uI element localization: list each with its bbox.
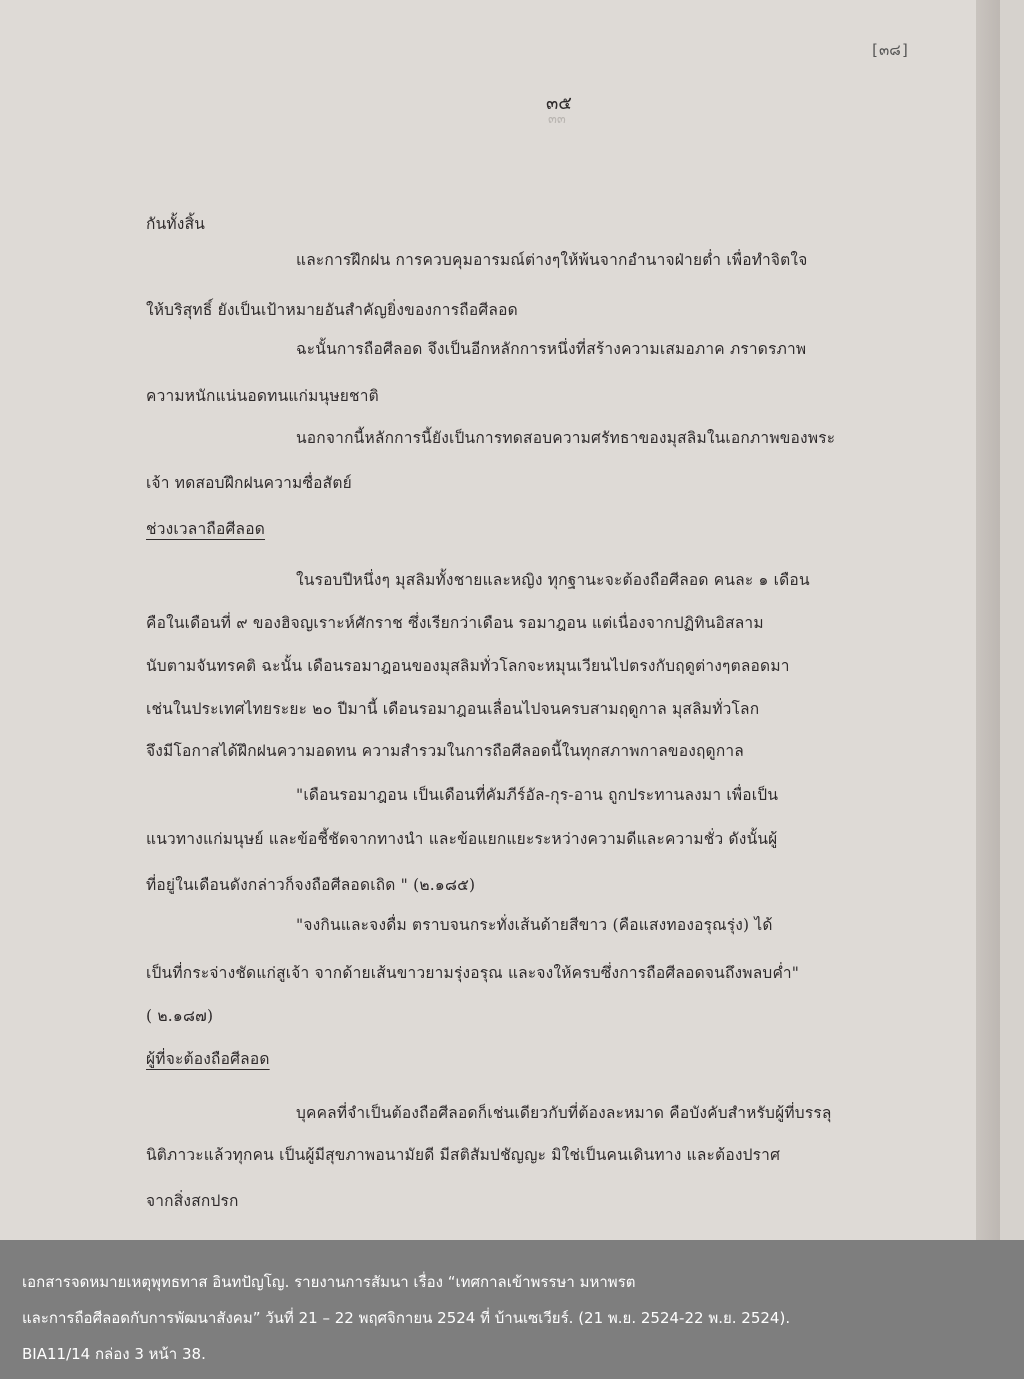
text-line: ให้บริสุทธิ์ ยังเป็นเป้าหมายอันสำคัญยิ่งของการถือศีลอด bbox=[146, 301, 518, 319]
text-line: แนวทางแก่มนุษย์ และข้อชี้ชัดจากทางนำ และข้อแยกแยะระหว่างความดีและความชั่ว ดังนั้นผู้ bbox=[146, 830, 778, 848]
archive-mark: [๓๘] bbox=[870, 41, 910, 59]
caption-line: และการถือศีลอดกับการพัฒนาสังคม” วันที่ 21 – 22 พฤศจิกายน 2524 ที่ บ้านเซเวียร์. (21 พ.ย. 2524-22 พ.ย. 2524). bbox=[22, 1309, 791, 1327]
text-line: นอกจากนี้หลักการนี้ยังเป็นการทดสอบความศรัทธาของมุสลิมในเอกภาพของพระ bbox=[296, 429, 836, 447]
text-line: จากสิ่งสกปรก bbox=[146, 1192, 239, 1210]
page-number: ๓๕ bbox=[546, 93, 572, 114]
text-line: เจ้า ทดสอบฝึกฝนความซื่อสัตย์ bbox=[146, 474, 352, 492]
text-line: ( ๒.๑๘๗) bbox=[146, 1007, 214, 1025]
text-line: ความหนักแน่นอดทนแก่มนุษยชาติ bbox=[146, 387, 379, 405]
text-line: ฉะนั้นการถือศีลอด จึงเป็นอีกหลักการหนึ่งที่สร้างความเสมอภาค ภราดรภาพ bbox=[296, 340, 807, 358]
caption-line: เอกสารจดหมายเหตุพุทธทาส อินทปัญโญ. รายงานการสัมนา เรื่อง “เทศกาลเข้าพรรษา มหาพรต bbox=[22, 1273, 636, 1291]
caption-bar bbox=[0, 1240, 1024, 1379]
text-line: กันทั้งสิ้น bbox=[146, 215, 206, 233]
bleed-through-number: ๓๓ bbox=[548, 112, 566, 127]
page-edge bbox=[976, 0, 1000, 1240]
text-line: "จงกินและจงดื่ม ตราบจนกระทั่งเส้นด้ายสีขาว (คือแสงทองอรุณรุ่ง) ได้ bbox=[296, 916, 773, 934]
text-line: นิติภาวะแล้วทุกคน เป็นผู้มีสุขภาพอนามัยดี มีสติสัมปชัญญะ มิใช่เป็นคนเดินทาง และต้องปราศ bbox=[146, 1146, 781, 1164]
text-line: จึงมีโอกาสได้ฝึกฝนความอดทน ความสำรวมในการถือศีลอดนี้ในทุกสภาพกาลของฤดูกาล bbox=[146, 742, 745, 760]
text-line: บุคคลที่จำเป็นต้องถือศีลอดก็เช่นเดียวกับที่ต้องละหมาด คือบังคับสำหรับผู้ที่บรรลุ bbox=[296, 1104, 832, 1122]
text-line: "เดือนรอมาฎอน เป็นเดือนที่คัมภีร์อัล-กุร-อาน ถูกประทานลงมา เพื่อเป็น bbox=[296, 786, 779, 804]
text-line: ที่อยู่ในเดือนดังกล่าวก็จงถือศีลอดเถิด " (๒.๑๘๕) bbox=[146, 876, 476, 894]
text-line: เช่นในประเทศไทยระยะ ๒๐ ปีมานี้ เดือนรอมาฎอนเลื่อนไปจนครบสามฤดูกาล มุสลิมทั่วโลก bbox=[146, 700, 760, 718]
section-heading: ช่วงเวลาถือศีลอด bbox=[146, 520, 266, 538]
text-line: เป็นที่กระจ่างชัดแก่สูเจ้า จากด้ายเส้นขาวยามรุ่งอรุณ และจงให้ครบซึ่งการถือศีลอดจนถึงพลบค่ำ" bbox=[146, 964, 800, 982]
text-line: คือในเดือนที่ ๙ ของฮิจญเราะห์ศักราช ซึ่งเรียกว่าเดือน รอมาฎอน แต่เนื่องจากปฏิทินอิสลาม bbox=[146, 614, 764, 632]
section-heading: ผู้ที่จะต้องถือศีลอด bbox=[146, 1050, 270, 1068]
text-line: และการฝึกฝน การควบคุมอารมณ์ต่างๆให้พ้นจากอำนาจฝ่ายต่ำ เพื่อทำจิตใจ bbox=[296, 251, 808, 269]
text-line: นับตามจันทรคติ ฉะนั้น เดือนรอมาฎอนของมุสลิมทั่วโลกจะหมุนเวียนไปตรงกับฤดูต่างๆตลอดมา bbox=[146, 657, 790, 675]
text-line: ในรอบปีหนึ่งๆ มุสลิมทั้งชายและหญิง ทุกฐานะจะต้องถือศีลอด คนละ ๑ เดือน bbox=[296, 571, 810, 589]
caption-line: BIA11/14 กล่อง 3 หน้า 38. bbox=[22, 1345, 206, 1363]
